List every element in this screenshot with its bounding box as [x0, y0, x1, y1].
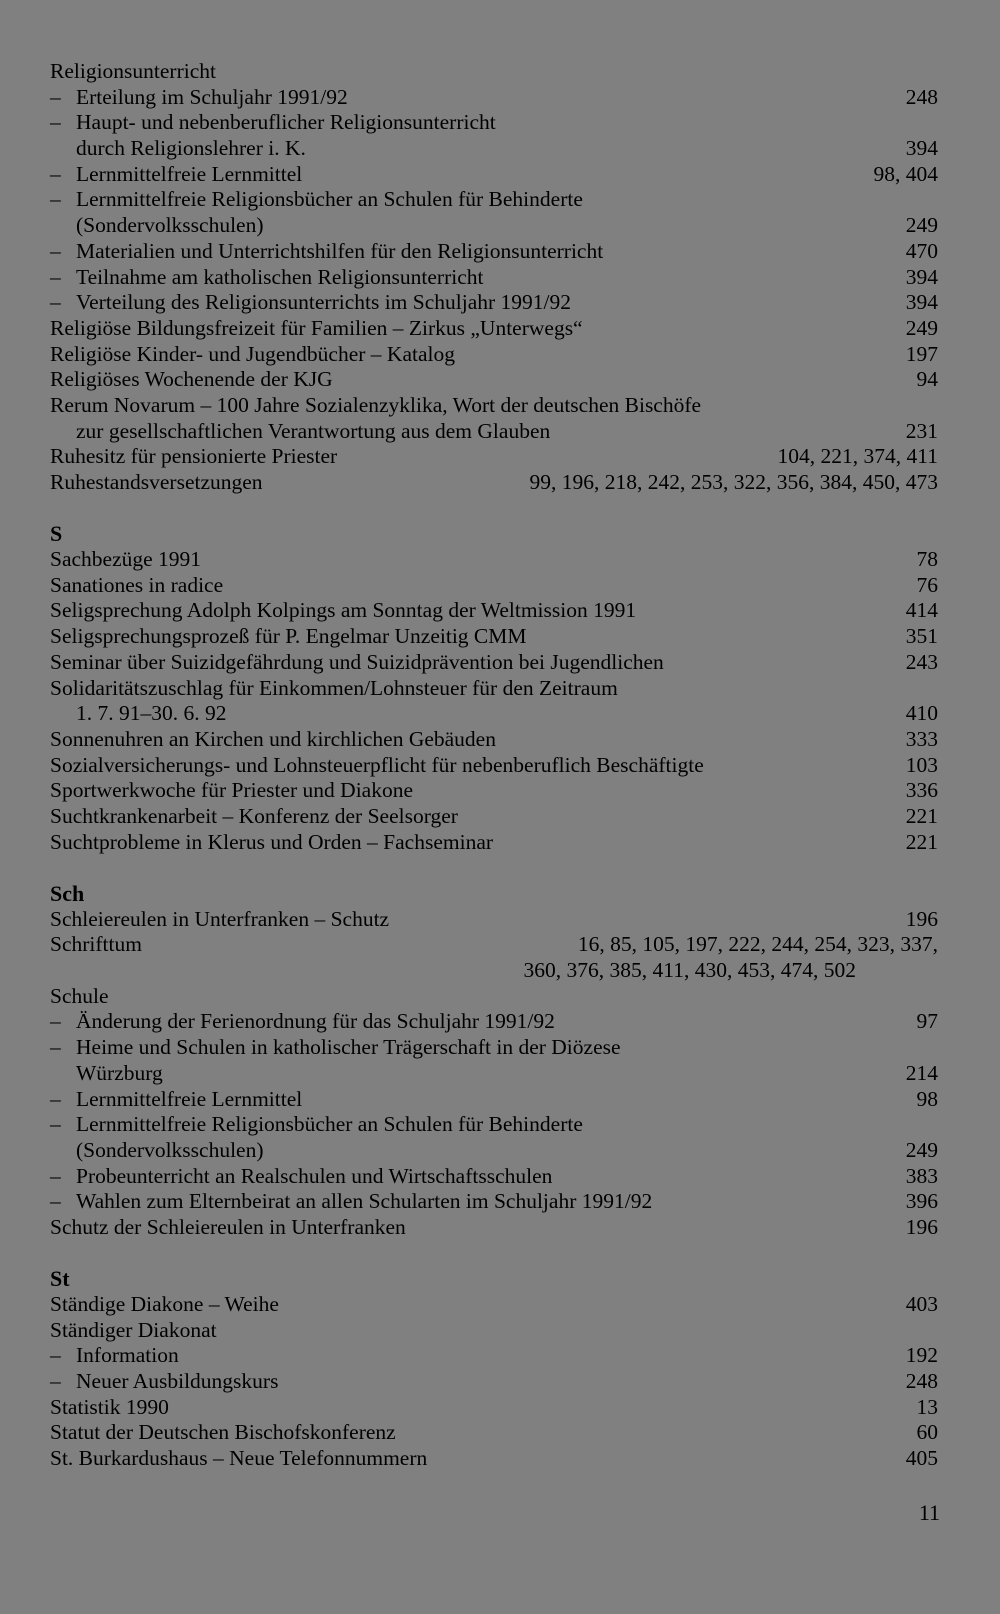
entry-page-refs: 78: [916, 547, 938, 572]
index-entry: [50, 1189, 938, 1215]
entry-text: [50, 470, 263, 496]
entry-page-refs: 333: [905, 726, 938, 751]
index-entry: [50, 598, 938, 624]
entry-text: [50, 213, 264, 239]
entry-page-refs: 470: [905, 238, 938, 263]
index-entry: [50, 213, 938, 239]
entry-page-refs: 410: [905, 701, 938, 726]
entry-label: Statut der Deutschen Bischofskonferenz: [50, 1420, 396, 1445]
section-heading: Sch: [50, 881, 85, 906]
entry-text: [50, 1009, 555, 1035]
entry-text: [50, 624, 527, 650]
index-entry: [50, 804, 938, 830]
entry-label: (Sondervolksschulen): [76, 213, 264, 238]
entry-label: Würzburg: [76, 1060, 163, 1085]
index-entry: [50, 958, 938, 984]
entry-dash: –: [50, 187, 61, 212]
entry-label: Haupt- und nebenberuflicher Religionsunterricht: [76, 110, 496, 135]
index-entry: [50, 1164, 938, 1190]
entry-page-refs: 60: [916, 1420, 938, 1445]
entry-text: [50, 419, 550, 445]
index-entry: [50, 1343, 938, 1369]
entry-dash: –: [50, 238, 61, 263]
entry-text: [50, 239, 603, 265]
entry-page-refs: 249: [905, 213, 938, 238]
index-entry: [50, 1061, 938, 1087]
entry-page-refs: 394: [905, 290, 938, 315]
entry-label: Schutz der Schleiereulen in Unterfranken: [50, 1214, 406, 1239]
entry-label: Sportwerkwoche für Priester und Diakone: [50, 778, 414, 803]
section-heading: St: [50, 1266, 70, 1292]
entry-text: [50, 778, 413, 804]
entry-label: Lernmittelfreie Religionsbücher an Schulen für Behinderte: [76, 1112, 583, 1137]
entry-label: Religiöses Wochenende der KJG: [50, 367, 333, 392]
entry-label: Seligsprechungsprozeß für P. Engelmar Unzeitig CMM: [50, 624, 527, 649]
entry-page-refs: 221: [905, 829, 938, 854]
entry-page-refs: 104, 221, 374, 411: [777, 444, 938, 469]
index-entry: [50, 470, 938, 496]
index-entry: [50, 1087, 938, 1113]
index-entry: [50, 59, 938, 85]
index-entry: [50, 701, 938, 727]
entry-text: [50, 1061, 163, 1087]
entry-text: [50, 1164, 552, 1190]
entry-label: (Sondervolksschulen): [76, 1137, 264, 1162]
entry-text: [50, 1292, 279, 1318]
entry-page-refs: 94: [916, 367, 938, 392]
entry-dash: –: [50, 1086, 61, 1111]
entry-text: [50, 1138, 264, 1164]
entry-text: [50, 393, 701, 419]
entry-text: [50, 85, 348, 111]
entry-page-refs: 192: [905, 1343, 938, 1368]
entry-text: [50, 1215, 406, 1241]
entry-dash: –: [50, 110, 61, 135]
entry-page-refs: 76: [916, 572, 938, 597]
entry-page-refs: 221: [905, 803, 938, 828]
entry-text: [50, 701, 227, 727]
index-entry: [50, 830, 938, 856]
entry-label: Suchtkrankenarbeit – Konferenz der Seelsorger: [50, 803, 458, 828]
index-entry: [50, 624, 938, 650]
entry-page-refs: 360, 376, 385, 411, 430, 453, 474, 502: [523, 958, 856, 983]
index-entry: [50, 676, 938, 702]
entry-label: Wahlen zum Elternbeirat an allen Schularten im Schuljahr 1991/92: [76, 1189, 653, 1214]
entry-page-refs: 396: [905, 1189, 938, 1214]
entry-text: [50, 110, 496, 136]
entry-label: Ständiger Diakonat: [50, 1317, 217, 1342]
index-entry: [50, 1215, 938, 1241]
index-entry: [50, 1035, 938, 1061]
entry-page-refs: 249: [905, 1137, 938, 1162]
entry-text: [50, 1318, 217, 1344]
entry-text: [50, 342, 455, 368]
entry-label: Religiöse Bildungsfreizeit für Familien – Zirkus „Unterwegs“: [50, 315, 583, 340]
entry-page-refs: 414: [905, 598, 938, 623]
entry-label: Information: [76, 1343, 179, 1368]
entry-page-refs: 16, 85, 105, 197, 222, 244, 254, 323, 337,: [577, 932, 938, 957]
entry-label: Sanationes in radice: [50, 572, 224, 597]
entry-text: [50, 984, 109, 1010]
entry-page-refs: 248: [905, 84, 938, 109]
entry-label: Schrifttum: [50, 932, 142, 957]
entry-page-refs: 196: [905, 1214, 938, 1239]
entry-label: Teilnahme am katholischen Religionsunterricht: [76, 264, 484, 289]
index-entry: [50, 1446, 938, 1472]
entry-page-refs: 98: [916, 1086, 938, 1111]
entry-label: Sozialversicherungs- und Lohnsteuerpflicht für nebenberuflich Beschäftigte: [50, 752, 704, 777]
entry-label: Heime und Schulen in katholischer Trägerschaft in der Diözese: [76, 1035, 621, 1060]
entry-label: Religionsunterricht: [50, 59, 216, 83]
index-entry: [50, 778, 938, 804]
entry-text: [50, 59, 216, 85]
index-entry: [50, 110, 938, 136]
entry-dash: –: [50, 1009, 61, 1034]
entry-text: [50, 290, 571, 316]
entry-label: durch Religionslehrer i. K.: [76, 136, 306, 161]
index-entry: [50, 290, 938, 316]
index-entry: [50, 85, 938, 111]
entry-label: Sachbezüge 1991: [50, 547, 202, 572]
entry-page-refs: 403: [905, 1292, 938, 1316]
index-entry: [50, 316, 938, 342]
entry-text: [50, 1343, 179, 1369]
index-entry: [50, 650, 938, 676]
index-entry: [50, 1138, 938, 1164]
index-entry: [50, 136, 938, 162]
index-entry: [50, 547, 938, 573]
section-heading: S: [50, 521, 63, 547]
entry-page-refs: 248: [905, 1369, 938, 1394]
entry-label: Ruhesitz für pensionierte Priester: [50, 444, 338, 469]
entry-text: [50, 1369, 278, 1395]
index-entry: [50, 342, 938, 368]
section-gap: [50, 855, 938, 881]
entry-label: Probeunterricht an Realschulen und Wirtschaftsschulen: [76, 1163, 553, 1188]
entry-page-refs: 405: [905, 1446, 938, 1471]
page-number: 11: [918, 1500, 940, 1525]
entry-label: 1. 7. 91–30. 6. 92: [76, 701, 227, 726]
index-entry: [50, 727, 938, 753]
entry-text: [50, 1420, 396, 1446]
index-entry: [50, 1395, 938, 1421]
entry-dash: –: [50, 1112, 61, 1137]
entry-text: [50, 907, 389, 933]
entry-page-refs: 394: [905, 264, 938, 289]
entry-label: Seligsprechung Adolph Kolpings am Sonntag der Weltmission 1991: [50, 598, 637, 623]
entry-label: Schule: [50, 983, 109, 1008]
entry-label: Lernmittelfreie Lernmittel: [76, 161, 303, 186]
index-entry: [50, 1292, 938, 1318]
entry-label: Ruhestandsversetzungen: [50, 470, 263, 494]
entry-page-refs: 336: [905, 778, 938, 803]
entry-dash: –: [50, 84, 61, 109]
entry-label: St. Burkardushaus – Neue Telefonnummern: [50, 1446, 428, 1471]
entry-label: Materialien und Unterrichtshilfen für den Religionsunterricht: [76, 238, 604, 263]
index-content: [50, 59, 938, 1472]
index-entry: [50, 239, 938, 265]
entry-page-refs: 351: [905, 624, 938, 649]
entry-text: [50, 444, 337, 470]
entry-page-refs: 394: [905, 136, 938, 161]
entry-text: [50, 676, 618, 702]
entry-page-refs: 383: [905, 1163, 938, 1188]
entry-label: Statistik 1990: [50, 1394, 169, 1419]
entry-text: [50, 1446, 427, 1472]
index-entry: [50, 393, 938, 419]
index-entry: [50, 1112, 938, 1138]
entry-page-refs: 231: [905, 418, 938, 443]
index-entry: [50, 1369, 938, 1395]
index-entry: [50, 907, 938, 933]
index-entry: [50, 573, 938, 599]
index-entry: [50, 265, 938, 291]
entry-dash: –: [50, 1163, 61, 1188]
entry-text: [50, 162, 302, 188]
entry-text: [50, 136, 306, 162]
entry-text: [50, 804, 458, 830]
entry-dash: –: [50, 161, 61, 186]
entry-text: [50, 265, 483, 291]
entry-text: [50, 1035, 621, 1061]
entry-text: [50, 598, 636, 624]
entry-dash: –: [50, 1343, 61, 1368]
index-entry: [50, 419, 938, 445]
entry-label: Religiöse Kinder- und Jugendbücher – Katalog: [50, 341, 455, 366]
entry-label: Ständige Diakone – Weihe: [50, 1292, 279, 1316]
index-entry: [50, 932, 938, 958]
index-entry: [50, 1009, 938, 1035]
entry-page-refs: 249: [905, 315, 938, 340]
index-entry: [50, 753, 938, 779]
index-entry: [50, 1318, 938, 1344]
entry-text: [50, 316, 583, 342]
entry-label: Neuer Ausbildungskurs: [76, 1369, 279, 1394]
entry-label: Lernmittelfreie Lernmittel: [76, 1086, 303, 1111]
entry-text: [50, 932, 142, 958]
entry-page-refs: 103: [905, 752, 938, 777]
entry-dash: –: [50, 1189, 61, 1214]
entry-label: Verteilung des Religionsunterrichts im Schuljahr 1991/92: [76, 290, 572, 315]
entry-dash: –: [50, 1035, 61, 1060]
entry-text: [50, 1087, 302, 1113]
entry-label: zur gesellschaftlichen Verantwortung aus dem Glauben: [76, 418, 551, 443]
entry-dash: –: [50, 264, 61, 289]
entry-text: [50, 187, 583, 213]
entry-page-refs: 197: [905, 341, 938, 366]
section-gap: [50, 1241, 938, 1267]
index-entry: [50, 984, 938, 1010]
entry-page-refs: 99, 196, 218, 242, 253, 322, 356, 384, 450, 473: [529, 470, 938, 494]
entry-text: [50, 1395, 169, 1421]
index-entry: [50, 444, 938, 470]
entry-page-refs: 97: [916, 1009, 938, 1034]
entry-text: [50, 727, 496, 753]
entry-page-refs: 196: [905, 906, 938, 931]
entry-label: Suchtprobleme in Klerus und Orden – Fachseminar: [50, 829, 494, 854]
entry-label: Solidaritätszuschlag für Einkommen/Lohnsteuer für den Zeitraum: [50, 675, 618, 700]
entry-text: [50, 1189, 652, 1215]
entry-page-refs: 98, 404: [873, 161, 938, 186]
index-entry: [50, 1420, 938, 1446]
entry-label: Änderung der Ferienordnung für das Schuljahr 1991/92: [76, 1009, 555, 1034]
entry-label: Lernmittelfreie Religionsbücher an Schulen für Behinderte: [76, 187, 583, 212]
entry-text: [50, 573, 223, 599]
entry-page-refs: 214: [905, 1060, 938, 1085]
index-entry: [50, 187, 938, 213]
entry-page-refs: 13: [916, 1394, 938, 1419]
entry-label: Schleiereulen in Unterfranken – Schutz: [50, 906, 390, 931]
index-entry: [50, 162, 938, 188]
entry-text: [50, 753, 704, 779]
entry-dash: –: [50, 290, 61, 315]
entry-text: [50, 650, 664, 676]
entry-label: Rerum Novarum – 100 Jahre Sozialenzyklika, Wort der deutschen Bischöfe: [50, 392, 702, 417]
entry-label: Sonnenuhren an Kirchen und kirchlichen Gebäuden: [50, 726, 496, 751]
entry-text: [50, 367, 333, 393]
entry-label: Seminar über Suizidgefährdung und Suizidprävention bei Jugendlichen: [50, 649, 664, 674]
entry-dash: –: [50, 1369, 61, 1394]
entry-text: [50, 830, 493, 856]
entry-text: [50, 1112, 583, 1138]
entry-label: Erteilung im Schuljahr 1991/92: [76, 84, 348, 109]
entry-text: [50, 547, 201, 573]
index-entry: [50, 367, 938, 393]
section-gap: [50, 496, 938, 522]
entry-page-refs: 243: [905, 649, 938, 674]
